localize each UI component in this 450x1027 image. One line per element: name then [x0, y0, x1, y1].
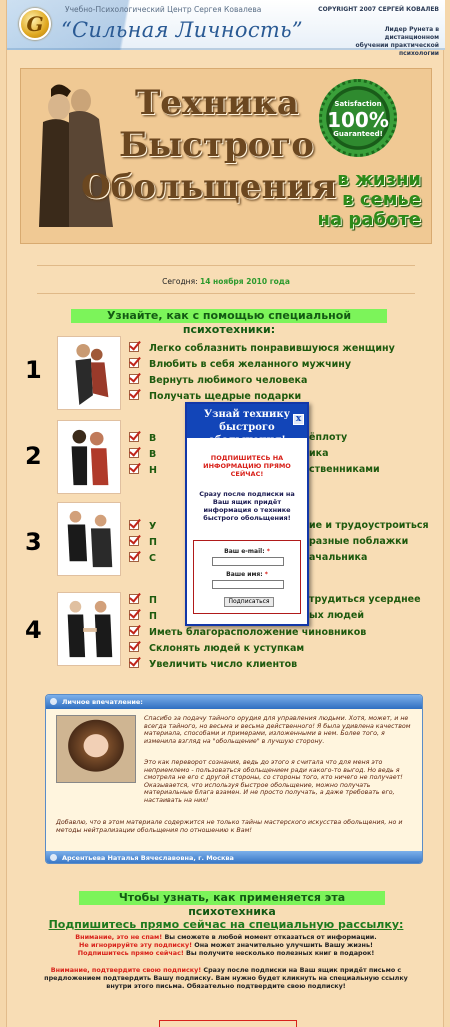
benefit-item: П	[129, 594, 157, 608]
benefit-item: Влюбить в себя желанного мужчину	[129, 358, 351, 372]
copyright: COPYRIGHT 2007 СЕРГЕЙ КОВАЛЕВ	[318, 6, 439, 13]
benefit-item: П	[129, 536, 157, 550]
benefit-item: Вернуть любимого человека	[129, 374, 307, 388]
banner-word-1: Техника	[135, 83, 299, 123]
popup-description: Сразу после подписки на Ваш ящик придёт информация о технике быстрого обольщения!	[199, 490, 295, 522]
benefit-item-tail: ёплоту	[309, 432, 348, 443]
testimonial-author: Арсентьева Наталья Вячеславовна, г. Москва	[46, 851, 422, 864]
subscribe-form	[193, 540, 301, 614]
benefit-item: С	[129, 552, 156, 566]
couple-kiss-image	[57, 420, 121, 494]
benefit-item-tail: трудиться усерднее	[309, 594, 421, 605]
checkmark-icon	[129, 610, 139, 620]
benefit-item-tail: ственниками	[309, 464, 380, 475]
popup-title: Узнай технику быстрого обольщения!	[203, 409, 291, 446]
site-title[interactable]: “Сильная Личность”	[61, 18, 303, 42]
checkmark-icon	[129, 448, 139, 458]
name-field[interactable]	[212, 580, 284, 589]
benefits-headline: Узнайте, как с помощью специальной психотехники:	[71, 309, 387, 323]
benefit-item: В	[129, 448, 156, 462]
subscribe-popup	[185, 402, 309, 626]
benefit-item: Н	[129, 464, 157, 478]
couple-dance-image	[57, 336, 121, 410]
popup-header	[187, 404, 307, 446]
checkmark-icon	[129, 432, 139, 442]
handshake-image	[57, 592, 121, 666]
subscribe-button[interactable]: Подписаться	[224, 597, 274, 607]
benefit-item-tail: ика	[309, 448, 329, 459]
subscribe-subheadline[interactable]: Подпишитесь прямо сейчас на специальную рассылку:	[48, 918, 404, 931]
divider	[37, 293, 415, 294]
notice-line: Внимание, это не спам! Вы сможете в любой момент отказаться от информации.	[75, 933, 377, 941]
email-field[interactable]	[212, 557, 284, 566]
divider	[37, 265, 415, 266]
banner-word-3: Обольщения	[81, 167, 337, 207]
confirm-line: предложением подтвердить Вашу подписку. Вам нужно будет кликнуть на специальную ссылку	[44, 974, 408, 982]
notice-line: Не игнорируйте эту подписку! Она может значительно улучшить Вашу жизнь!	[79, 941, 373, 949]
couple-illustration	[29, 77, 119, 237]
today-value: 14 ноября 2010 года	[200, 277, 290, 286]
benefit-item: Склонять людей к уступкам	[129, 642, 304, 656]
today-date	[7, 277, 445, 286]
benefit-item-tail: ие и трудоустроиться	[309, 520, 429, 531]
header-subtitle: Учебно-Психологический Центр Сергея Ковалева	[65, 5, 262, 14]
block-number: 1	[25, 356, 42, 384]
banner-green-3: на работе	[317, 209, 421, 230]
seal-percent: 100%	[327, 108, 389, 132]
benefit-item: Получать щедрые подарки	[129, 390, 301, 404]
email-label: Ваш e-mail: *	[224, 548, 270, 555]
checkmark-icon	[129, 642, 139, 652]
testimonial-paragraph: Это как переворот сознания, ведь до этого я считала что для меня это неприемлемо - пользоваться обольщением ради какого-то выгод. Но ведь я смотрела не его с другой стороны, со стороны того, кто ничего не получает! Оказывается, что используя быстрое обольщение, можно получать материальные блага взамен. И не просто получать, а даже требовать его, настаивать на них!	[144, 759, 403, 804]
benefit-item-tail: ых людей	[309, 610, 364, 621]
testimonial-paragraph: Добавлю, что в этом материале содержится не только тайны мастерского искусства обольщения, но и методы нейтрализации обольщения по отношению к Вам!	[56, 819, 403, 834]
confirm-line: Внимание, подтвердите свою подписку! Сразу после подписки на Ваш ящик придёт письмо с	[50, 966, 402, 974]
testimonial-box	[45, 694, 423, 864]
today-label: Сегодня:	[162, 277, 198, 286]
subscribe-headline: Чтобы узнать, как применяется эта психотехника	[79, 891, 385, 905]
checkmark-icon	[129, 464, 139, 474]
confirm-line: внутри этого письма. Обязательно подтвердите свою подписку!	[106, 982, 346, 990]
banner-green-1: в жизни	[337, 169, 421, 190]
header-tagline: Лидер Рунета в дистанционном обучении практической психологии	[355, 26, 439, 57]
business-people-image	[57, 502, 121, 576]
checkmark-icon	[129, 520, 139, 530]
author-photo	[56, 715, 136, 783]
benefit-item: Иметь благорасположение чиновников	[129, 626, 366, 640]
checkmark-icon	[129, 594, 139, 604]
benefit-item: У	[129, 520, 156, 534]
checkmark-icon	[129, 536, 139, 546]
benefit-item: П	[129, 610, 157, 624]
checkmark-icon	[129, 390, 139, 400]
checkmark-icon	[129, 358, 139, 368]
block-number: 2	[25, 442, 42, 470]
site-header	[7, 0, 445, 57]
seal-bottom-text: Guaranteed!	[333, 130, 383, 138]
notice-line: Подпишитесь прямо сейчас! Вы получите несколько полезных книг в подарок!	[77, 949, 375, 957]
banner-green-2: в семье	[342, 189, 421, 210]
popup-call-to-action: ПОДПИШИТЕСЬ НА ИНФОРМАЦИЮ ПРЯМО СЕЙЧАС!	[203, 454, 291, 478]
block-number: 3	[25, 528, 42, 556]
guarantee-seal	[319, 79, 397, 157]
benefit-item: В	[129, 432, 156, 446]
seal-top-text: Satisfaction	[334, 100, 382, 108]
benefit-item-tail: ачальника	[309, 552, 368, 563]
benefit-item-tail: разные поблажки	[309, 536, 409, 547]
banner-word-2: Быстрого	[119, 125, 314, 165]
benefit-item: Легко соблазнить понравившуюся женщину	[129, 342, 395, 356]
checkmark-icon	[129, 626, 139, 636]
page	[6, 0, 444, 1027]
site-logo[interactable]: G	[19, 8, 51, 40]
bottom-form-frame	[159, 1020, 297, 1027]
checkmark-icon	[129, 658, 139, 668]
block-number: 4	[25, 616, 42, 644]
close-icon[interactable]: x	[293, 414, 304, 425]
checkmark-icon	[129, 374, 139, 384]
benefit-item: Увеличить число клиентов	[129, 658, 297, 672]
hero-banner	[20, 68, 432, 244]
testimonial-title: Личное впечатление:	[46, 695, 422, 709]
checkmark-icon	[129, 552, 139, 562]
name-label: Ваше имя: *	[226, 571, 268, 578]
checkmark-icon	[129, 342, 139, 352]
testimonial-paragraph: Спасибо за подачу тайного орудия для управления людьми. Хотя, может, и не всегда тайного, но весьма и весьма действенного! Я была удивлена качеством материала, способами и примерами, изложенными в нем. Более того, я изменила взгляд на "обольщение" в лучшую сторону.	[144, 715, 411, 745]
